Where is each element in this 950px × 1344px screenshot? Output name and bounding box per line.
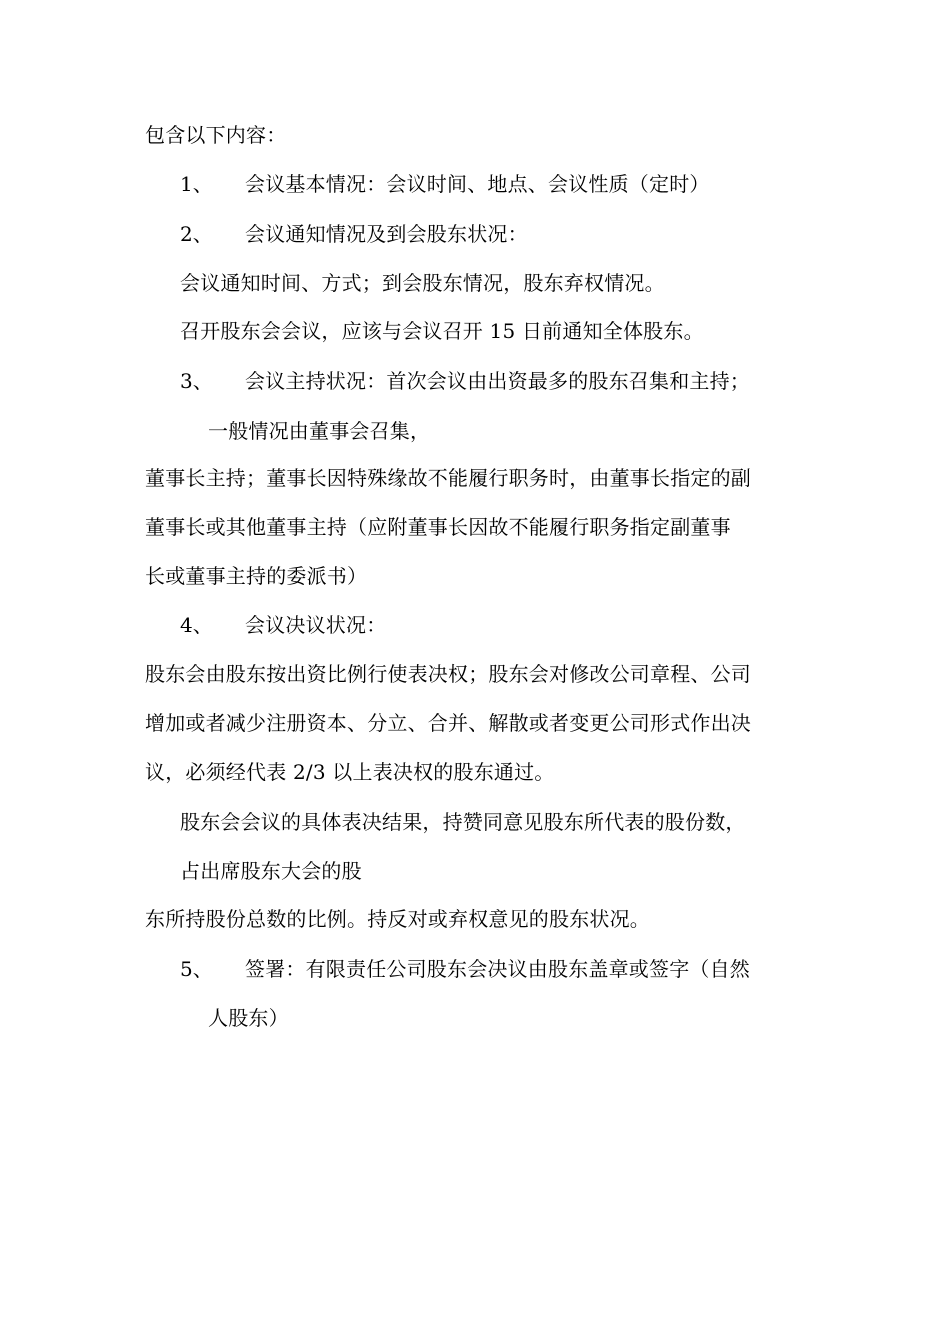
item-3-number: 3、: [180, 369, 213, 393]
item-4-paragraph-line-1: 股东会由股东按出资比例行使表决权；股东会对修改公司章程、公司: [145, 662, 751, 686]
item-3-paragraph-line-1: 董事长主持；董事长因特殊缘故不能履行职务时，由董事长指定的副: [145, 466, 751, 490]
item-4-paragraph-line-2: 增加或者减少注册资本、分立、合并、解散或者变更公司形式作出决: [145, 711, 751, 735]
item-3-paragraph-line-2: 董事长或其他董事主持（应附董事长因故不能履行职务指定副董事: [145, 515, 731, 539]
item-2-number: 2、: [180, 222, 213, 246]
item-4-text: 会议决议状况：: [245, 613, 387, 637]
item-3-continuation: 一般情况由董事会召集，: [208, 419, 431, 443]
item-5-number: 5、: [180, 957, 213, 981]
intro-line: 包含以下内容：: [145, 123, 287, 147]
item-4-number: 4、: [180, 613, 213, 637]
item-1-text: 会议基本情况：会议时间、地点、会议性质（定时）: [245, 172, 710, 196]
item-4-paragraph-line-3: 议，必须经代表 2/3 以上表决权的股东通过。: [145, 760, 555, 784]
item-5-continuation: 人股东）: [208, 1006, 289, 1030]
item-3-text: 会议主持状况：首次会议由出资最多的股东召集和主持；: [245, 369, 750, 393]
item-2-detail-1: 会议通知时间、方式；到会股东情况，股东弃权情况。: [180, 271, 665, 295]
item-5-text: 签署：有限责任公司股东会决议由股东盖章或签字（自然: [245, 957, 750, 981]
item-2-text: 会议通知情况及到会股东状况：: [245, 222, 528, 246]
item-4-detail-2: 占出席股东大会的股: [180, 859, 362, 883]
item-4-detail-3: 东所持股份总数的比例。持反对或弃权意见的股东状况。: [145, 907, 650, 931]
item-2-detail-2: 召开股东会会议，应该与会议召开 15 日前通知全体股东。: [180, 319, 704, 343]
item-3-paragraph-line-3: 长或董事主持的委派书）: [145, 564, 368, 588]
item-4-detail-1: 股东会会议的具体表决结果，持赞同意见股东所代表的股份数，: [180, 810, 746, 834]
item-1-number: 1、: [180, 172, 213, 196]
